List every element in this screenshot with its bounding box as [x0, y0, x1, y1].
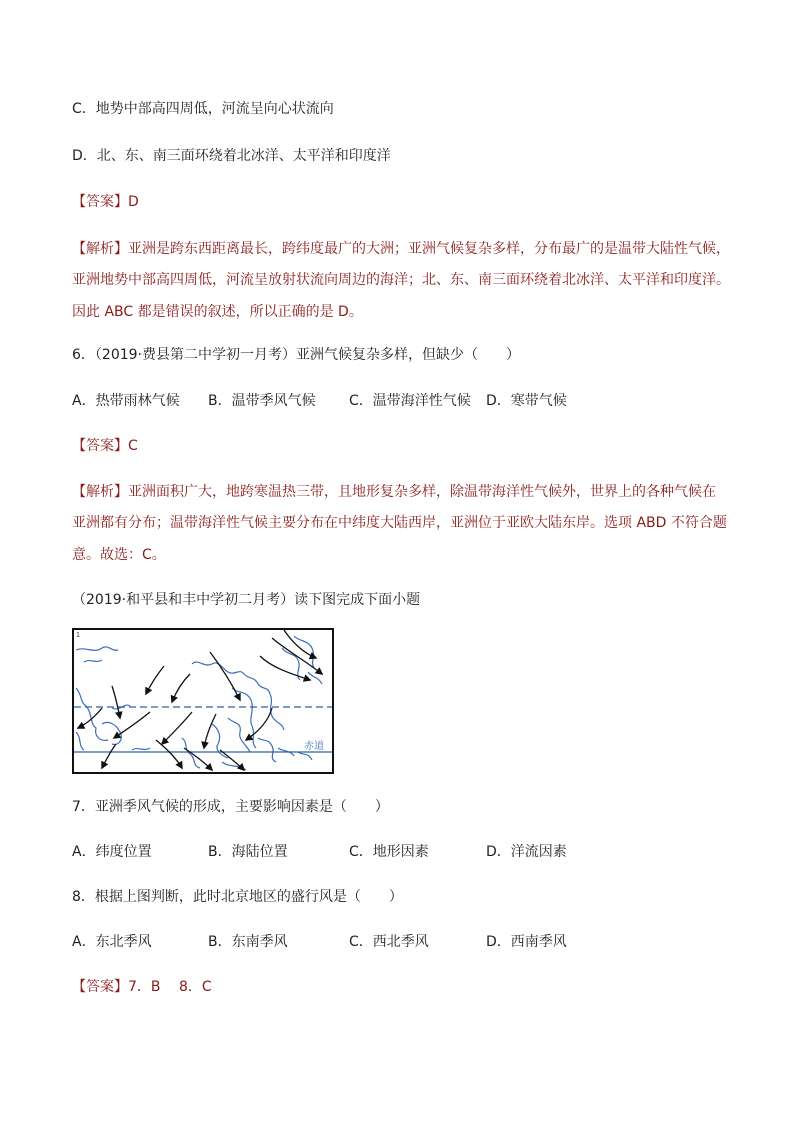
- q6-stem: 6．（2019·费县第二中学初一月考）亚洲气候复杂多样，但缺少（ ）: [72, 347, 520, 363]
- q8-option-c: C．西北季风: [349, 934, 429, 950]
- q7-option-a: A．纬度位置: [72, 844, 152, 860]
- answer-tag: 【答案】: [72, 979, 128, 995]
- q7-8-answer: [72, 977, 212, 997]
- q8-stem: 8．根据上图判断，此时北京地区的盛行风是（ ）: [72, 889, 403, 905]
- q5-option-c: C．地势中部高四周低，河流呈向心状流向: [72, 101, 334, 117]
- q6-analysis-line-3: 意。故选：C。: [72, 547, 166, 563]
- answer-tag: 【答案】: [72, 194, 128, 210]
- q6-option-a: A．热带雨林气候: [72, 393, 180, 409]
- q7-options: [72, 842, 567, 862]
- q5-answer: [72, 192, 139, 212]
- q5-analysis-line-1: [72, 239, 730, 259]
- q6-answer: [72, 436, 138, 456]
- analysis-tag: 【解析】: [72, 241, 128, 257]
- q8-option-d: D．西南季风: [486, 934, 567, 950]
- answer-value: D: [128, 194, 139, 210]
- q8-option-b: B．东南季风: [208, 934, 288, 950]
- answer-value: C: [128, 438, 138, 454]
- answer-tag: 【答案】: [72, 438, 128, 454]
- q6-analysis-line-1: [72, 482, 716, 502]
- monsoon-map: [72, 628, 334, 774]
- map-corner-number: 1: [76, 632, 80, 639]
- q6-option-d: D．寒带气候: [486, 393, 567, 409]
- q7-option-d: D．洋流因素: [486, 844, 567, 860]
- q7-option-b: B．海陆位置: [208, 844, 288, 860]
- q6-analysis-line-2: 亚洲都有分布；温带海洋性气候主要分布在中纬度大陆西岸，亚洲位于亚欧大陆东岸。选项 ABD 不符合题: [72, 515, 727, 531]
- analysis-tag: 【解析】: [72, 484, 128, 500]
- q6-option-c: C．温带海洋性气候: [349, 393, 471, 409]
- equator-label: 赤道: [304, 741, 324, 752]
- group-intro: （2019·和平县和丰中学初二月考）读下图完成下面小题: [72, 592, 421, 608]
- q8-option-a: A．东北季风: [72, 934, 152, 950]
- q7-stem: 7．亚洲季风气候的形成，主要影响因素是（ ）: [72, 799, 389, 815]
- analysis-text: 亚洲是跨东西距离最长，跨纬度最广的大洲；亚洲气候复杂多样，分布最广的是温带大陆性气候，: [128, 241, 730, 257]
- q5-option-d: D．北、东、南三面环绕着北冰洋、太平洋和印度洋: [72, 148, 391, 164]
- q5-analysis-line-3: 因此 ABC 都是错误的叙述，所以正确的是 D。: [72, 304, 363, 320]
- q7-option-c: C．地形因素: [349, 844, 429, 860]
- analysis-text: 亚洲面积广大，地跨寒温热三带，且地形复杂多样，除温带海洋性气候外，世界上的各种气候在: [128, 484, 716, 500]
- q6-option-b: B．温带季风气候: [208, 393, 316, 409]
- q8-options: [72, 932, 567, 952]
- q6-options: [72, 391, 567, 411]
- answer-value: 7．B 8．C: [128, 979, 212, 995]
- q5-analysis-line-2: 亚洲地势中部高四周低，河流呈放射状流向周边的海洋；北、东、南三面环绕着北冰洋、太平洋和印度洋。: [72, 272, 730, 288]
